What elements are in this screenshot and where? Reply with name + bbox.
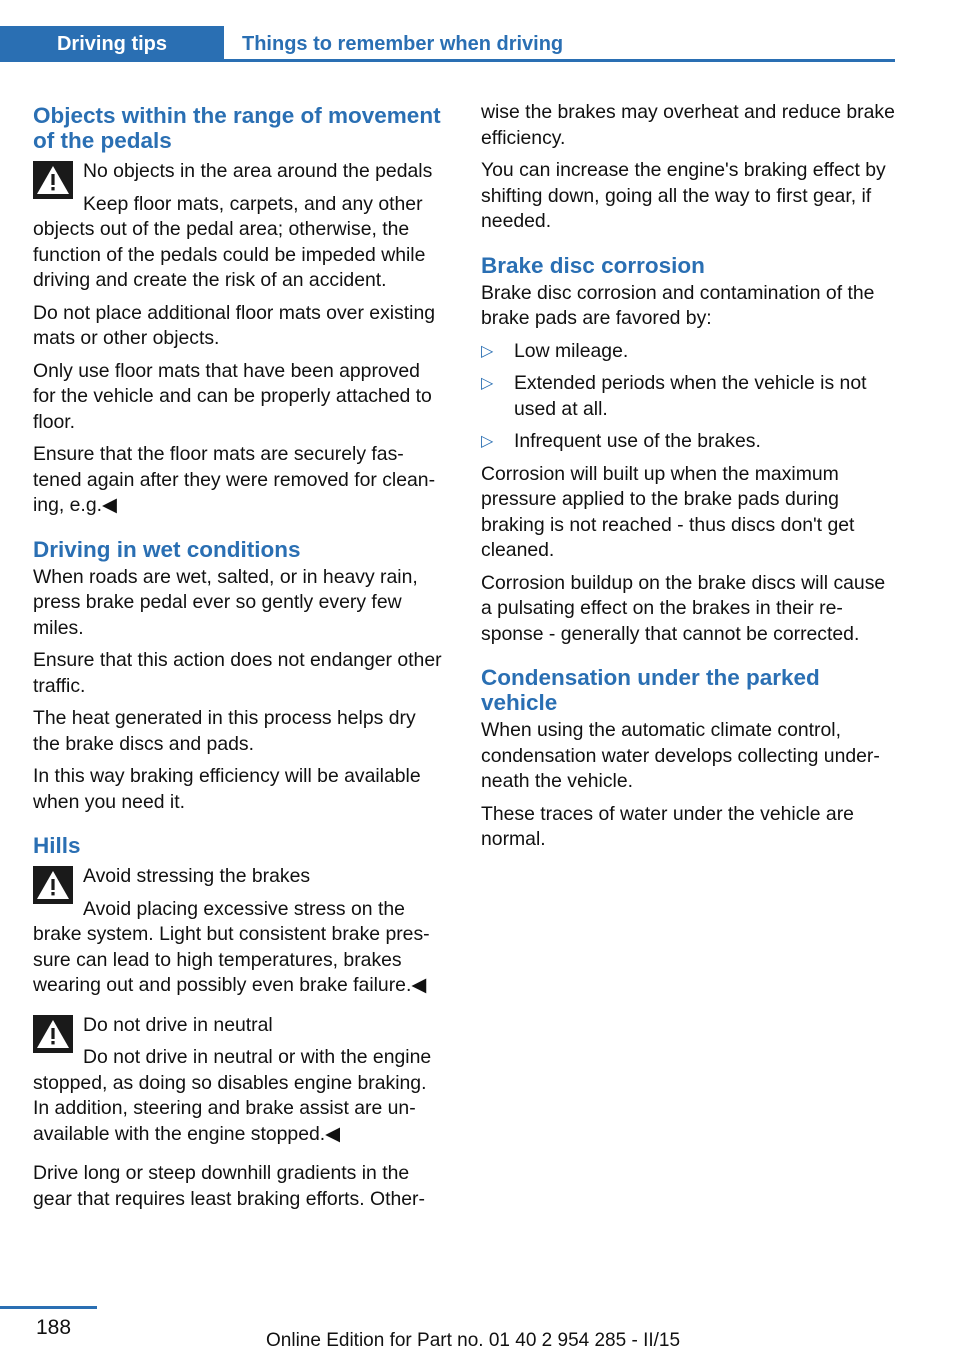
paragraph: When using the automatic climate control, condensation water develops collecting under‐neath the vehicle. <box>481 719 880 792</box>
paragraph: wise the brakes may overheat and reduce brake efficiency. <box>481 101 895 149</box>
warning-triangle-icon <box>33 161 73 199</box>
paragraph: The heat generated in this process helps dry the brake discs and pads. <box>33 707 416 755</box>
paragraph: When roads are wet, salted, or in heavy rain, press brake pedal ever so gently every few miles. <box>33 565 418 639</box>
paragraph: Only use floor mats that have been approved for the vehicle and can be properly attached to floor. <box>33 359 432 433</box>
paragraph: Do not place additional floor mats over existing mats or other objects. <box>33 301 436 349</box>
paragraph: Ensure that this action does not endanger other traffic. <box>33 649 442 697</box>
warning-body: Do not drive in neutral or with the engine stopped, as doing so disables engine braking. In addition, steering and brake assist are un‐available with the engine stopped.◀ <box>33 1046 432 1145</box>
list-item-text: Extended periods when the vehicle is not used at all. <box>514 372 867 420</box>
section-tab[interactable]: Things to remember when driving <box>242 32 564 55</box>
paragraph: Corrosion buildup on the brake discs will cause a pulsating effect on the brakes in their re‐sponse - generally that cannot be corrected. <box>481 571 886 645</box>
header-rule <box>224 59 895 62</box>
list-item-text: Infrequent use of the brakes. <box>514 430 761 452</box>
paragraph: Ensure that the floor mats are securely fas‐tened again after they were removed for clean‐ing, e.g.◀ <box>33 443 436 516</box>
paragraph: You can increase the engine's braking effect by shifting down, going all the way to first gear, if needed. <box>481 159 886 232</box>
heading-brake-disc-corrosion: Brake disc corrosion <box>481 252 705 278</box>
paragraph: These traces of water under the vehicle are normal. <box>481 802 854 850</box>
warning-triangle-icon <box>33 866 73 904</box>
corrosion-list <box>481 339 899 455</box>
triangle-bullet-icon: ▷ <box>481 433 494 450</box>
right-column <box>481 100 899 860</box>
page-number: 188 <box>36 1316 72 1339</box>
paragraph: Drive long or steep downhill gradients in the gear that requires least braking efforts. Other‐ <box>33 1162 425 1210</box>
edition-note: Online Edition for Part no. 01 40 2 954 285 - II/15 <box>266 1330 681 1351</box>
page-header <box>0 0 895 62</box>
warning-body: Keep floor mats, carpets, and any other objects out of the pedal area; otherwise, the function of the pedals could be impeded while driving and create the risk of an accident. <box>33 192 426 291</box>
heading-hills: Hills <box>33 833 81 858</box>
triangle-bullet-icon: ▷ <box>481 342 494 360</box>
paragraph: Corrosion will built up when the maximum pressure applied to the brake pads during braking is not reached - thus discs don't get cleaned. <box>481 462 855 561</box>
warning-neutral <box>33 1013 447 1148</box>
list-item-text: Low mileage. <box>514 339 629 362</box>
warning-body: Avoid placing excessive stress on the brake system. Light but consistent brake pres‐sure can lead to high temperatures, brakes wearing out and possibly even brake failure.◀ <box>33 897 430 996</box>
warning-brakes <box>33 864 447 999</box>
list-item <box>481 429 899 455</box>
list-item <box>481 371 899 422</box>
heading-pedals: Objects within the range of movement of the pedals <box>33 103 441 153</box>
warning-title: Avoid stressing the brakes <box>83 865 311 887</box>
paragraph: In this way braking efficiency will be available when you need it. <box>33 765 421 813</box>
heading-condensation: Condensation under the parked vehicle <box>481 665 820 715</box>
paragraph: Brake disc corrosion and contamination of the brake pads are favored by: <box>481 281 875 329</box>
warning-pedals <box>33 159 447 294</box>
chapter-tab[interactable]: Driving tips <box>0 26 224 62</box>
left-column <box>33 100 447 1219</box>
warning-title: Do not drive in neutral <box>83 1013 273 1036</box>
triangle-bullet-icon: ▷ <box>481 375 494 392</box>
warning-triangle-icon <box>33 1015 73 1053</box>
footer-rule <box>0 1306 97 1309</box>
list-item <box>481 339 899 365</box>
heading-wet-conditions: Driving in wet conditions <box>33 536 301 562</box>
warning-title: No objects in the area around the pedals <box>83 160 433 182</box>
